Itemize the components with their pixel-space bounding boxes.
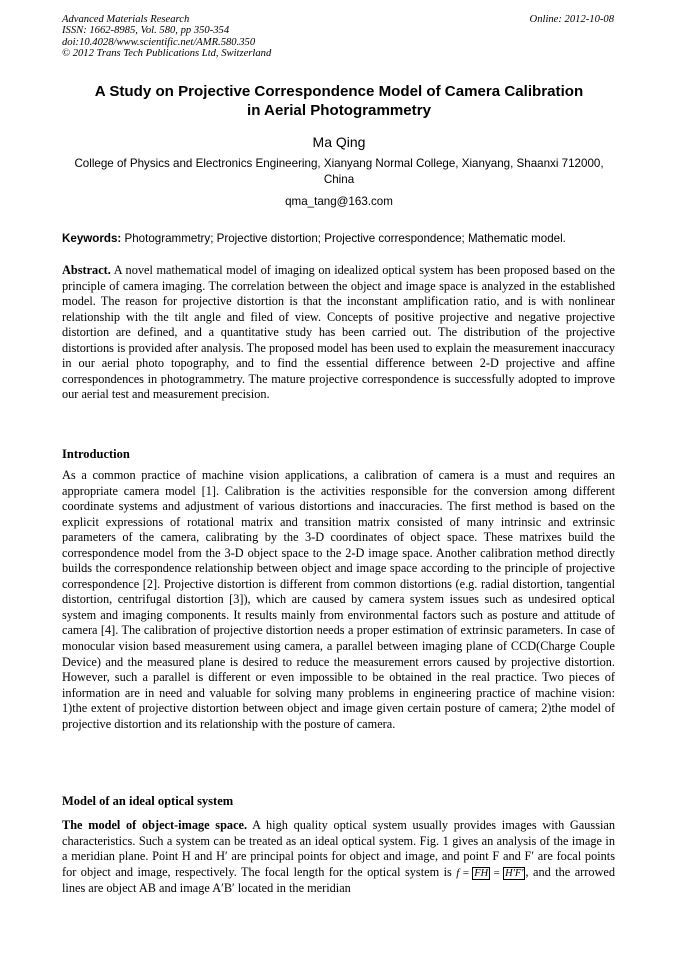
abstract-label: Abstract.: [62, 263, 111, 277]
model-section-text: [62, 818, 615, 897]
model-paragraph-label: The model of object-image space.: [62, 818, 248, 832]
abstract: [62, 263, 615, 403]
keywords-text: Photogrammetry; Projective distortion; Projective correspondence; Mathematic model.: [121, 232, 566, 245]
author-affiliation: College of Physics and Electronics Engineering, Xianyang Normal College, Xianyang, Shaanxi 712000, China: [74, 157, 604, 186]
online-date: Online: 2012-10-08: [529, 14, 614, 25]
doi-line: doi:10.4028/www.scientific.net/AMR.580.350: [62, 36, 256, 48]
keywords: [62, 231, 618, 246]
introduction-text: As a common practice of machine vision applications, a calibration of camera is a must and requires an appropriate camera model [1]. Calibration is the activities responsible for the conversion among different coordinate systems and adjustment of various distortions and inaccuracies. The first method is based on the explicit expressions of rotational matrix and transition matrix consisted of many intrinsic and extrinsic parameters of the camera, calibrating by the 3-D coordinates of object space. These matrixes build the correspondence model from the 3-D object space to the 2-D image space. Another calibration method directly builds the correspondence relationship between object and image space according to the principle of projective correspondence [2]. Projective distortion is different from common distortions (e.g. radial distortion, tangential distortion, centrifugal distortion [3]), which are caused by camera system issues such as undesired optical system and imaging components. It results mainly from environmental factors such as posture and attitude of camera [4]. The calibration of projective distortion needs a proper estimation of extrinsic parameters. In case of monocular vision based measurement using camera, a parallel between imaging plane of CCD(Charge Couple Device) and the measured plane is desired to reduce the measurement errors caused by projective distortion. However, such a parallel is different or even impossible to be obtained in the real practice. Two pieces of information are in need and valuable for solving many problems in engineering practice of machine vision: 1)the extent of projective distortion between object and image given certain posture of camera; 2)the model of projective distortion and its relationship with the posture of camera.: [62, 468, 615, 731]
formula-equals-2: =: [490, 866, 504, 879]
model-paragraph-text-continued: , and the arrowed lines are object AB and image A′B′ located in the meridian: [62, 864, 615, 896]
model-paragraph-text: A high quality optical system usually provides images with Gaussian characteristics. Such a system can be treated as an ideal optical system. Fig. 1 gives an analysis of the image in a meridian plane. Point H and H′ are principal points for object and image, and point F and F′ are focal points for object and image, respectively. The focal length for the optical system is: [62, 818, 616, 879]
title-line-1: A Study on Projective Correspondence Model of Camera Calibration: [94, 83, 584, 100]
formula-f: f: [456, 866, 460, 879]
model-section-heading: Model of an ideal optical system: [62, 794, 234, 808]
paper-title: [62, 82, 616, 120]
issn-line: ISSN: 1662-8985, Vol. 580, pp 350-354: [62, 25, 230, 37]
author-email: qma_tang@163.com: [285, 195, 393, 208]
keywords-label: Keywords:: [62, 232, 122, 245]
abstract-text: A novel mathematical model of imaging on idealized optical system has been proposed based on the principle of camera imaging. The correlation between the object and image space is analyzed in the established model. The reason for projective distortion is that the inconstant amplification ratio, and is with nonlinear relationship with the tilt angle and filed of view. Concepts of positive projective and negative projective distortion are defined, and a quantitative study has been carried out. The distribution of the projective distortions is provided after analysis. The proposed model has been used to explain the measurement inaccuracy in our aerial photo topography, and to find the essential difference between 2-D projective and affine correspondences in photogrammetry. The mature projective correspondence is successfully adopted to improve our aerial test and measurement precision.: [62, 263, 615, 402]
author-name: Ma Qing: [312, 134, 366, 150]
title-line-2: in Aerial Photogrammetry: [247, 102, 431, 119]
introduction-heading: Introduction: [62, 447, 130, 461]
journal-header: [62, 14, 271, 60]
journal-name: Advanced Materials Research: [62, 14, 190, 25]
formula-fh: FH: [474, 867, 489, 879]
formula-hf: H′F′: [505, 867, 524, 879]
copyright-line: © 2012 Trans Tech Publications Ltd, Switzerland: [62, 48, 272, 60]
focal-length-formula: [456, 866, 525, 882]
formula-equals-1: =: [459, 866, 473, 879]
